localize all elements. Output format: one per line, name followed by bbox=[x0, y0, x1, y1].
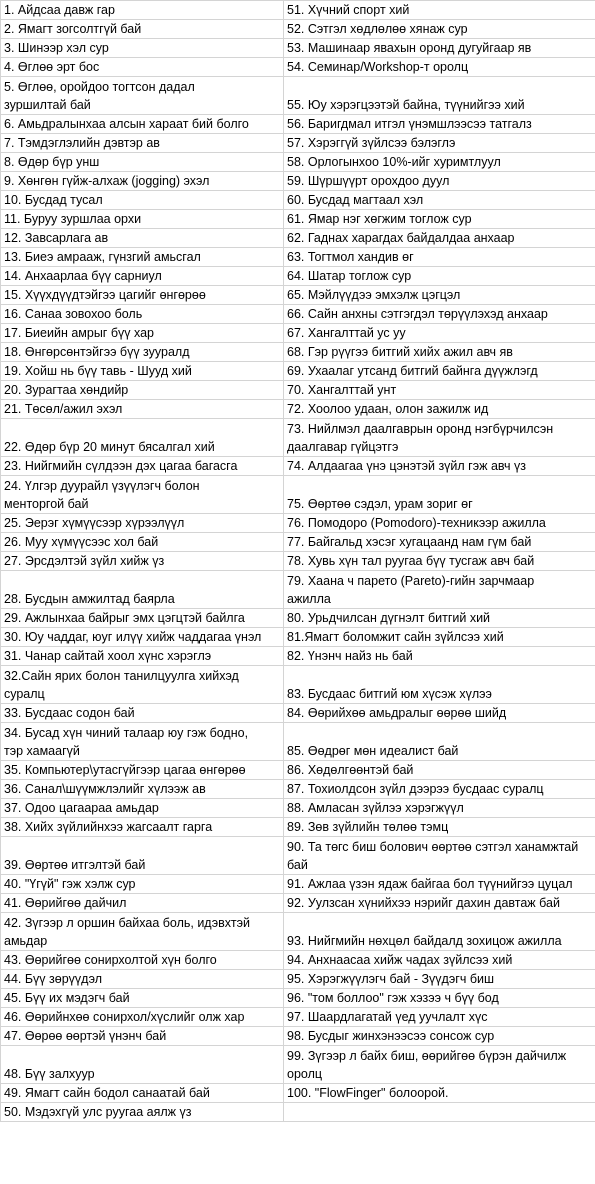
cell-col-b[interactable]: 100. "FlowFinger" болоорой. bbox=[284, 1084, 595, 1103]
table-row bbox=[1, 533, 595, 552]
cell-col-b[interactable]: 74. Алдаагаа үнэ цэнэтэй зүйл гэж авч үз bbox=[284, 457, 595, 476]
cell-col-b[interactable]: 97. Шаардлагатай үед уучлалт хүс bbox=[284, 1008, 595, 1027]
cell-col-a[interactable]: 5. Өглөө, оройдоо тогтсон дадал зуршилтай бай bbox=[1, 77, 284, 115]
cell-col-a[interactable]: 9. Хөнгөн гүйж-алхаж (jogging) эхэл bbox=[1, 172, 284, 191]
cell-col-a[interactable]: 4. Өглөө эрт бос bbox=[1, 58, 284, 77]
cell-col-b[interactable]: 87. Тохиолдсон зүйл дээрээ бусдаас суралц bbox=[284, 780, 595, 799]
cell-col-b[interactable]: 68. Гэр рүүгээ битгий хийх ажил авч яв bbox=[284, 343, 595, 362]
table-row bbox=[1, 267, 595, 286]
cell-col-a[interactable]: 46. Өөрийнхөө сонирхол/хүслийг олж хар bbox=[1, 1008, 284, 1027]
table-row bbox=[1, 628, 595, 647]
cell-col-b[interactable]: 92. Уулзсан хүнийхээ нэрийг дахин давтаж бай bbox=[284, 894, 595, 913]
cell-col-a[interactable]: 20. Зурагтаа хөндийр bbox=[1, 381, 284, 400]
table-row bbox=[1, 305, 595, 324]
table-row bbox=[1, 913, 595, 951]
table-row bbox=[1, 723, 595, 761]
table-row bbox=[1, 970, 595, 989]
table-row bbox=[1, 514, 595, 533]
cell-col-a[interactable]: 15. Хүүхдүүдтэйгээ цагийг өнгөрөө bbox=[1, 286, 284, 305]
cell-col-a[interactable]: 12. Завсарлага ав bbox=[1, 229, 284, 248]
cell-col-a[interactable]: 16. Санаа зовохоо боль bbox=[1, 305, 284, 324]
table-row bbox=[1, 666, 595, 704]
cell-col-b[interactable]: 60. Бусдад магтаал хэл bbox=[284, 191, 595, 210]
cell-col-b[interactable]: 99. Зүгээр л байх биш, өөрийгөө бүрэн дайчилж оролц bbox=[284, 1046, 595, 1084]
cell-col-b[interactable]: 57. Хэрэггүй зүйлсээ бэлэглэ bbox=[284, 134, 595, 153]
cell-col-b[interactable]: 53. Машинаар явахын оронд дугуйгаар яв bbox=[284, 39, 595, 58]
cell-col-a[interactable]: 17. Биеийн амрыг бүү хар bbox=[1, 324, 284, 343]
cell-col-b[interactable]: 98. Бусдыг жинхэнээсээ сонсож сур bbox=[284, 1027, 595, 1046]
cell-col-b[interactable]: 59. Шүршүүрт орохдоо дуул bbox=[284, 172, 595, 191]
cell-col-a[interactable]: 1. Айдсаа давж гар bbox=[1, 1, 284, 20]
cell-col-a[interactable]: 13. Биеэ амрааж, гүнзгий амьсгал bbox=[1, 248, 284, 267]
table-row bbox=[1, 20, 595, 39]
cell-col-a[interactable]: 38. Хийх зүйлийнхээ жагсаалт гарга bbox=[1, 818, 284, 837]
cell-col-b[interactable]: 56. Баригдмал итгэл үнэмшлээсээ татгалз bbox=[284, 115, 595, 134]
cell-col-a[interactable]: 22. Өдөр бүр 20 минут бясалгал хий bbox=[1, 419, 284, 457]
cell-col-b[interactable]: 77. Байгальд хэсэг хугацаанд нам гүм бай bbox=[284, 533, 595, 552]
cell-col-b[interactable]: 69. Ухаалаг утсанд битгий байнга дүүжлэгд bbox=[284, 362, 595, 381]
cell-col-a[interactable]: 8. Өдөр бүр унш bbox=[1, 153, 284, 172]
cell-col-a[interactable]: 31. Чанар сайтай хоол хүнс хэрэглэ bbox=[1, 647, 284, 666]
cell-col-a[interactable]: 26. Муу хүмүүсээс хол бай bbox=[1, 533, 284, 552]
cell-col-a[interactable]: 28. Бусдын амжилтад баярла bbox=[1, 571, 284, 609]
cell-col-b[interactable]: 65. Мэйлүүдээ эмхэлж цэгцэл bbox=[284, 286, 595, 305]
cell-col-a[interactable]: 50. Мэдэхгүй улс руугаа аялж үз bbox=[1, 1103, 284, 1122]
cell-col-b[interactable]: 84. Өөрийхөө амьдралыг өөрөө шийд bbox=[284, 704, 595, 723]
cell-col-b[interactable]: 93. Нийгмийн нөхцөл байдалд зохицож ажилла bbox=[284, 913, 595, 951]
cell-col-a[interactable]: 10. Бусдад тусал bbox=[1, 191, 284, 210]
cell-col-b[interactable]: 95. Хэрэгжүүлэгч бай - Зүүдэгч биш bbox=[284, 970, 595, 989]
cell-col-b[interactable]: 72. Хоолоо удаан, олон зажилж ид bbox=[284, 400, 595, 419]
cell-col-a[interactable]: 6. Амьдралынхаа алсын хараат бий болго bbox=[1, 115, 284, 134]
cell-col-b[interactable]: 51. Хүчний спорт хий bbox=[284, 1, 595, 20]
table-row bbox=[1, 115, 595, 134]
table-row bbox=[1, 248, 595, 267]
cell-col-b[interactable]: 54. Семинар/Workshop-т оролц bbox=[284, 58, 595, 77]
cell-col-b[interactable]: 80. Урьдчилсан дүгнэлт битгий хий bbox=[284, 609, 595, 628]
cell-col-a[interactable]: 25. Эерэг хүмүүсээр хүрээлүүл bbox=[1, 514, 284, 533]
cell-col-b[interactable]: 86. Хөдөлгөөнтэй бай bbox=[284, 761, 595, 780]
cell-col-a[interactable]: 37. Одоо цагаараа амьдар bbox=[1, 799, 284, 818]
cell-col-a[interactable]: 32.Сайн ярих болон танилцуулга хийхэд суралц bbox=[1, 666, 284, 704]
table-row bbox=[1, 1027, 595, 1046]
cell-col-b[interactable] bbox=[284, 1103, 595, 1122]
cell-col-b[interactable]: 70. Хангалттай унт bbox=[284, 381, 595, 400]
table-row bbox=[1, 818, 595, 837]
cell-col-b[interactable]: 62. Гаднах харагдах байдалдаа анхаар bbox=[284, 229, 595, 248]
cell-col-a[interactable]: 18. Өнгөрсөнтэйгээ бүү зууралд bbox=[1, 343, 284, 362]
cell-col-a[interactable]: 19. Хойш нь бүү тавь - Шууд хий bbox=[1, 362, 284, 381]
cell-col-a[interactable]: 27. Эрсдэлтэй зүйл хийж үз bbox=[1, 552, 284, 571]
cell-col-b[interactable]: 67. Хангалттай ус уу bbox=[284, 324, 595, 343]
table-row bbox=[1, 134, 595, 153]
cell-col-b[interactable]: 75. Өөртөө сэдэл, урам зориг өг bbox=[284, 476, 595, 514]
table-row bbox=[1, 799, 595, 818]
table-row bbox=[1, 780, 595, 799]
table-row bbox=[1, 343, 595, 362]
table-row bbox=[1, 951, 595, 970]
table-row bbox=[1, 457, 595, 476]
table-row bbox=[1, 704, 595, 723]
table-row bbox=[1, 647, 595, 666]
table-row bbox=[1, 1046, 595, 1084]
cell-col-a[interactable]: 33. Бусдаас содон бай bbox=[1, 704, 284, 723]
cell-col-a[interactable]: 3. Шинээр хэл сур bbox=[1, 39, 284, 58]
cell-col-a[interactable]: 41. Өөрийгөө дайчил bbox=[1, 894, 284, 913]
table-row bbox=[1, 552, 595, 571]
table-row bbox=[1, 210, 595, 229]
table-row bbox=[1, 1103, 595, 1122]
table-row bbox=[1, 419, 595, 457]
cell-col-a[interactable]: 34. Бусад хүн чиний талаар юу гэж бодно, тэр хамаагүй bbox=[1, 723, 284, 761]
cell-col-a[interactable]: 43. Өөрийгөө сонирхолтой хүн болго bbox=[1, 951, 284, 970]
cell-col-b[interactable]: 94. Анхнаасаа хийж чадах зүйлсээ хий bbox=[284, 951, 595, 970]
table-row bbox=[1, 571, 595, 609]
cell-col-b[interactable]: 85. Өөдрөг мөн идеалист бай bbox=[284, 723, 595, 761]
cell-col-b[interactable]: 73. Нийлмэл даалгаврын оронд нэгбүрчилсэн даалгавар гүйцэтгэ bbox=[284, 419, 595, 457]
table-row bbox=[1, 286, 595, 305]
table-row bbox=[1, 58, 595, 77]
cell-col-b[interactable]: 91. Ажлаа үзэн ядаж байгаа бол түүнийгээ цуцал bbox=[284, 875, 595, 894]
cell-col-b[interactable]: 78. Хувь хүн тал руугаа бүү тусгаж авч бай bbox=[284, 552, 595, 571]
cell-col-b[interactable]: 52. Сэтгэл хөдлөлөө хянаж сур bbox=[284, 20, 595, 39]
cell-col-b[interactable]: 81.Ямагт боломжит сайн зүйлсээ хий bbox=[284, 628, 595, 647]
cell-col-b[interactable]: 64. Шатар тоглож сур bbox=[284, 267, 595, 286]
table-row bbox=[1, 191, 595, 210]
table-row bbox=[1, 229, 595, 248]
cell-col-b[interactable]: 55. Юу хэрэгцээтэй байна, түүнийгээ хий bbox=[284, 77, 595, 115]
table-row bbox=[1, 1008, 595, 1027]
table-row bbox=[1, 324, 595, 343]
table-row bbox=[1, 837, 595, 875]
cell-col-a[interactable]: 48. Бүү залхуур bbox=[1, 1046, 284, 1084]
cell-col-a[interactable]: 7. Тэмдэглэлийн дэвтэр ав bbox=[1, 134, 284, 153]
table-row bbox=[1, 609, 595, 628]
table-row bbox=[1, 1, 595, 20]
cell-col-a[interactable]: 49. Ямагт сайн бодол санаатай бай bbox=[1, 1084, 284, 1103]
table-row bbox=[1, 400, 595, 419]
cell-col-a[interactable]: 29. Ажлынхаа байрыг эмх цэгцтэй байлга bbox=[1, 609, 284, 628]
cell-col-a[interactable]: 44. Бүү зөрүүдэл bbox=[1, 970, 284, 989]
table-row bbox=[1, 172, 595, 191]
table-row bbox=[1, 362, 595, 381]
cell-col-b[interactable]: 88. Амласан зүйлээ хэрэгжүүл bbox=[284, 799, 595, 818]
cell-col-b[interactable]: 82. Үнэнч найз нь бай bbox=[284, 647, 595, 666]
cell-col-a[interactable]: 47. Өөрөө өөртэй үнэнч бай bbox=[1, 1027, 284, 1046]
cell-col-b[interactable]: 79. Хаана ч парето (Pareto)-гийн зарчмаар ажилла bbox=[284, 571, 595, 609]
cell-col-a[interactable]: 45. Бүү их мэдэгч бай bbox=[1, 989, 284, 1008]
table-row bbox=[1, 476, 595, 514]
cell-col-b[interactable]: 89. Зөв зүйлийн төлөө тэмц bbox=[284, 818, 595, 837]
cell-col-b[interactable]: 83. Бусдаас битгий юм хүсэж хүлээ bbox=[284, 666, 595, 704]
cell-col-b[interactable]: 58. Орлогынхоо 10%-ийг хуримтлуул bbox=[284, 153, 595, 172]
cell-col-a[interactable]: 14. Анхаарлаа бүү сарниул bbox=[1, 267, 284, 286]
cell-col-a[interactable]: 42. Зүгээр л оршин байхаа боль, идэвхтэй амьдар bbox=[1, 913, 284, 951]
cell-col-a[interactable]: 30. Юу чаддаг, юуг илүү хийж чаддагаа үнэл bbox=[1, 628, 284, 647]
cell-col-b[interactable]: 96. "том боллоо" гэж хэзээ ч бүү бод bbox=[284, 989, 595, 1008]
cell-col-b[interactable]: 61. Ямар нэг хөгжим тоглож сур bbox=[284, 210, 595, 229]
cell-col-a[interactable]: 36. Санал\шүүмжлэлийг хүлээж ав bbox=[1, 780, 284, 799]
table-row bbox=[1, 381, 595, 400]
cell-col-b[interactable]: 76. Помодоро (Pomodoro)-техникээр ажилла bbox=[284, 514, 595, 533]
cell-col-b[interactable]: 90. Та төгс биш болович өөртөө сэтгэл ханамжтай бай bbox=[284, 837, 595, 875]
table-row bbox=[1, 77, 595, 115]
cell-col-a[interactable]: 21. Төсөл/ажил эхэл bbox=[1, 400, 284, 419]
cell-col-a[interactable]: 39. Өөртөө итгэлтэй бай bbox=[1, 837, 284, 875]
cell-col-a[interactable]: 2. Ямагт зогсолтгүй бай bbox=[1, 20, 284, 39]
cell-col-a[interactable]: 40. "Үгүй" гэж хэлж сур bbox=[1, 875, 284, 894]
table-row bbox=[1, 989, 595, 1008]
cell-col-b[interactable]: 63. Тогтмол хандив өг bbox=[284, 248, 595, 267]
cell-col-a[interactable]: 35. Компьютер\утасгүйгээр цагаа өнгөрөө bbox=[1, 761, 284, 780]
cell-col-a[interactable]: 24. Үлгэр дуурайл үзүүлэгч болон менторгой бай bbox=[1, 476, 284, 514]
table-row bbox=[1, 1084, 595, 1103]
table-row bbox=[1, 153, 595, 172]
table-row bbox=[1, 761, 595, 780]
cell-col-b[interactable]: 66. Сайн анхны сэтгэгдэл төрүүлэхэд анхаар bbox=[284, 305, 595, 324]
cell-col-a[interactable]: 11. Буруу зуршлаа орхи bbox=[1, 210, 284, 229]
table-row bbox=[1, 894, 595, 913]
spreadsheet-body bbox=[1, 1, 595, 1122]
table-row bbox=[1, 39, 595, 58]
cell-col-a[interactable]: 23. Нийгмийн сүлдээн дэх цагаа багасга bbox=[1, 457, 284, 476]
table-row bbox=[1, 875, 595, 894]
